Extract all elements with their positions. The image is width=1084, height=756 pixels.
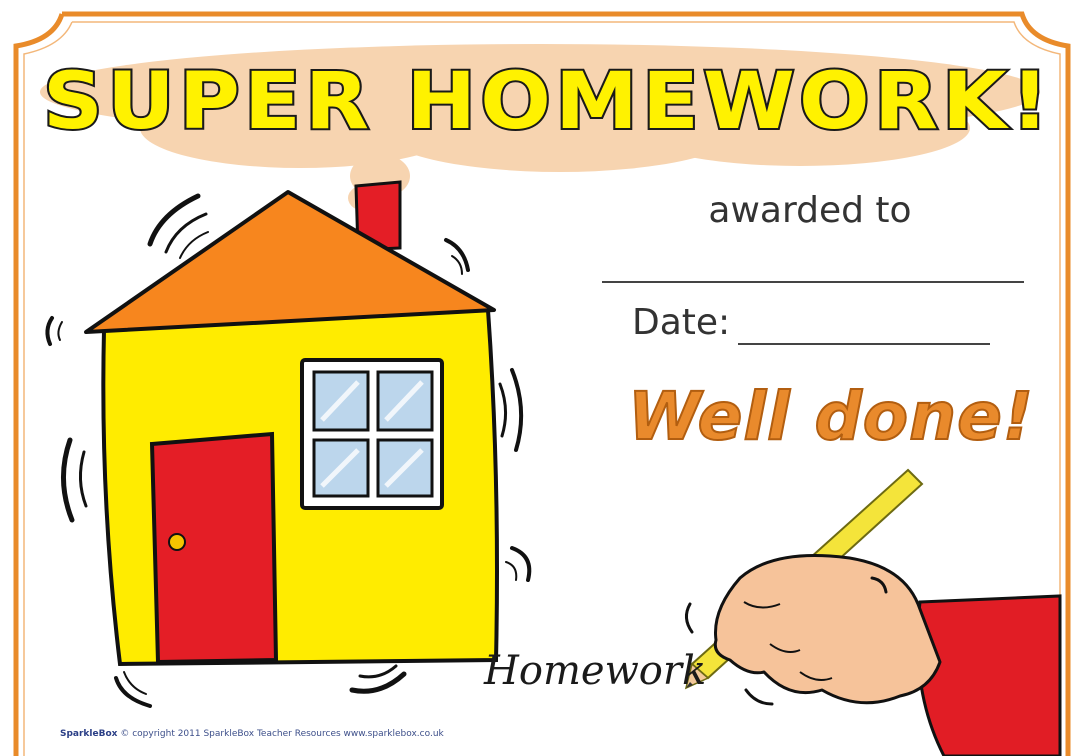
door-knob — [169, 534, 185, 550]
hand-pencil-illustration — [686, 470, 1060, 756]
certificate-title: SUPER HOMEWORK! — [43, 57, 1053, 147]
sleeve — [918, 596, 1060, 756]
house-illustration — [86, 182, 497, 664]
house-roof — [86, 192, 494, 332]
footer-credit — [60, 729, 444, 739]
house-window — [302, 360, 442, 508]
homework-handwriting: Homework — [484, 648, 707, 694]
awarded-to-label: awarded to — [708, 190, 912, 231]
footer-brand: SparkleBox — [60, 729, 118, 739]
hand — [715, 555, 940, 702]
footer-copyright: © copyright 2011 SparkleBox Teacher Resources www.sparklebox.co.uk — [120, 729, 444, 739]
well-done-text: Well done! — [628, 378, 1034, 455]
date-label: Date: — [632, 302, 731, 343]
